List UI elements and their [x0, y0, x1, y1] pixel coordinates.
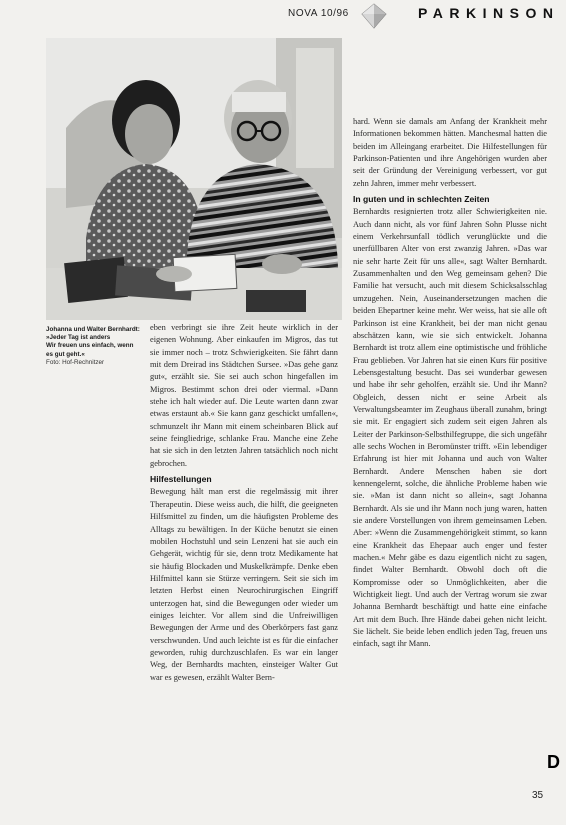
caption-quote-1: »Jeder Tag ist anders — [46, 334, 111, 342]
paragraph: Bernhardts resignierten trotz aller Schwierigkeiten nie. Auch dann nicht, als vor fünf Jahren Sohn Plusse nicht einem Verkehrsunfall tödlich verunglückte und die unerfüllbaren Alter von erst zwanzig Jahren. »Das war nie sehr harte Zeit für uns alle«, sagt Walter Bernhardt. Zusammenhalten und den Weg gemeinsam gehen? Die Familie hat versucht, auch mit diesem Schicksalsschlag umzugehen. Nein, Auseinandersetzungen machen die beiden Ehepartner keine mehr. Wer weiss, hat sie alle oft Parkinson ist eine Krankheit, bei der man nicht genau abschätzen kann, wie sie sich entwickelt. Johanna Bernhardt ist trotz allem eine optimistische und fröhliche Frau geblieben. Vor Jahren hat sie einen Kurs für positive Lebensgestaltung besucht. Das sei wunderbar gewesen und habe ihr sehr geholfen, erzählt sie. Und ihr Mann? Obgleich, dessen nicht er seine Arbeit als Verwaltungsbeamter im Zeughaus überall zunahm, bringt sie mit. Er engagiert sich zudem seit eigen Jahren als Leiter der Parkinson-Selbsthilfegruppe, die sich ungefähr alle sechs Wochen in Beromünster trifft. »Ein lebendiger Erfahrung ist hier mit Johanna und auch von Walter Bernhardt. Andere Menschen haben sie dort kennengelernt, solche, die ähnliche Probleme haben wie sie. »Man ist dann nicht so allein«, sagt Johanna Bernhardt. Als sie und ihr Mann noch jung waren, hatten sie andere Vorstellungen von ihrem gemeinsamen Leben. Aber: »Wenn die Zusammengehörigkeit stimmt, so kann eine Krankheit das Ehepaar auch enger und fester machen.« Mehr gäbe es dazu eigentlich nicht zu sagen, findet Walter Bernhardt. Obwohl doch oft die Kompromisse oder so Unmöglichkeiten, aber die Wichtigkeit liegt. Und auch der Vertrag worum sie zwar Johanna Bernhardt beschäftigt und hatte eine einfache Art mit dem Buch. Ihre Hände dabei gehen nicht leicht. Sie lächelt. Sie beide leben endlich jeden Tag, freuen uns einfach, sagt ihr Mann. — [353, 207, 547, 649]
section-title: PARKINSON — [418, 5, 560, 21]
page-number: 35 — [532, 790, 544, 801]
article-column-left — [150, 322, 338, 818]
photo-caption — [46, 326, 150, 367]
caption-quote-3: es gut geht.« — [46, 350, 85, 358]
couple-photo — [46, 38, 342, 320]
diamond-logo-icon — [360, 2, 388, 30]
photo-credit: Foto: Hof-Rechnitzer — [46, 358, 105, 366]
subheading-hilfestellungen: Hilfestellungen — [150, 474, 212, 485]
section-marker: D — [547, 752, 560, 772]
paragraph: eben verbringt sie ihre Zeit heute wirklich in der eigenen Wohnung. Aber einkaufen im Migros, das tut sie immer noch – trotz Schwierigkeiten. Sie fährt dann mit dem Dreirad ins Städtchen Sursee. »Das gehe ganz gut«, erzählt sie. Sie sei auch schon hingefallen im Migros. Bestimmt schon drei oder viermal. »Dann stehe ich halt wieder auf. Die Leute warten dann zwar etwas erstaunt ab.« Sie kann ganz geschickt umfallen«, schmunzelt ihr Mann mit einem scheinbaren Blick auf seine feingliedrige, schlanke Frau. Manche eine Zehe hat sie sich in den letzten Jahren tatsächlich noch nicht gebrochen. — [150, 323, 338, 468]
subheading-guten-schlechten-zeiten: In guten und in schlechten Zeiten — [353, 194, 490, 205]
issue-label: NOVA 10/96 — [288, 8, 349, 19]
paragraph: Bewegung hält man erst die regelmässig mit ihrer Therapeutin. Diese weiss auch, die hilft, die geeigneten Hilfsmittel zu finden, um die häufigsten Probleme des Alltags zu bewältigen. In der Küche benutzt sie einen mobilen Hochstuhl und sein Lenzeni hat sie auch ein Gehgerät, wichtig für sie, denn trotz Medikamente hat sie häufig Blockaden und Muskelkrämpfe. Denke eben Hilfmittel kann sie Stürze verringern. Seit sie sich im letzten Herbst einen Neurochirurgischen Eingriff unterzogen hat, sind die Bewegungen oder wieder um einiges leichter. Vor allem sind die Unfreiwilligen Bewegungen der Arme und des Oberkörpers fast ganz verschwunden. Und auch leichte ist es für die einfacher geworden, ruhig durchzuschlafen. Es war ein langer Weg, der Bernhardts machten, einsteiger Walter Gut war es gewesen, erzählt Walter Bern- — [150, 487, 338, 682]
paragraph: hard. Wenn sie damals am Anfang der Krankheit mehr Informationen bekommen hätten. Manchesmal hatten die beiden im Alleingang erarbeitet. Die Hilfestellungen für Parkinson-Patienten und ihre Angehörigen wurden aber seit der Gründung der Vereinigung verbessert, vor gut zehn Jahren, immer mehr verbessert. — [353, 117, 547, 188]
article-column-right — [353, 116, 547, 771]
caption-quote-2: Wir freuen uns einfach, wenn — [46, 342, 134, 350]
caption-title: Johanna und Walter Bernhardt: — [46, 326, 140, 333]
